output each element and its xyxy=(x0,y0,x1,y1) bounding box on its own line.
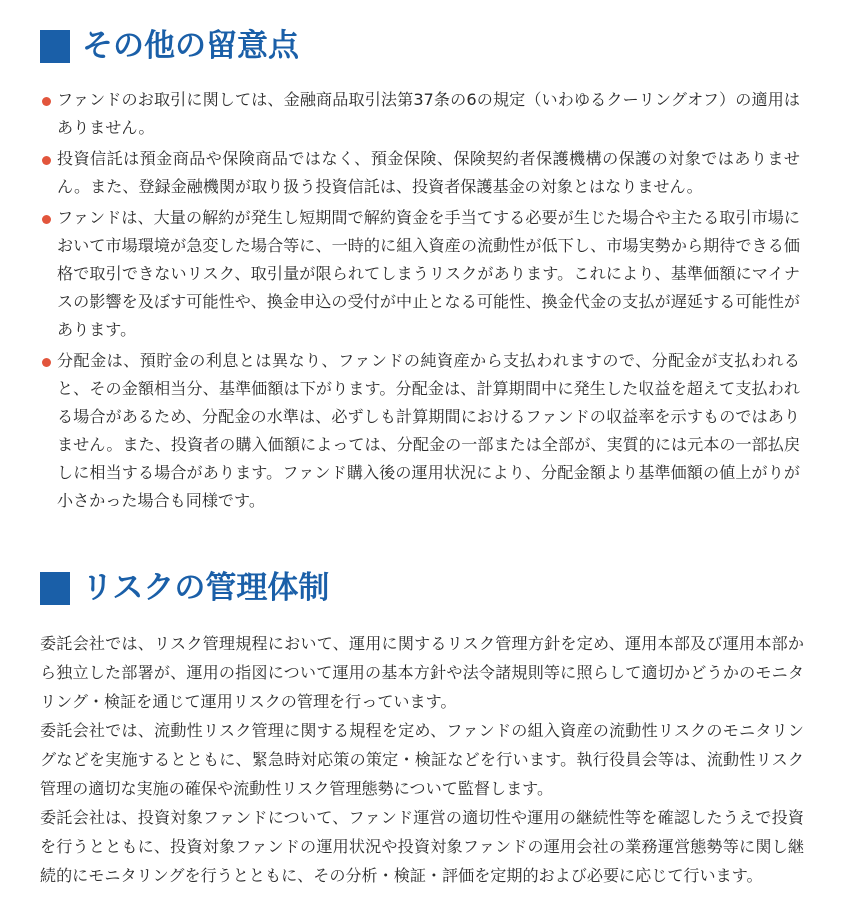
list-item xyxy=(40,145,800,201)
bullet-dot-icon xyxy=(42,97,51,106)
list-item-text: 投資信託は預金商品や保険商品ではなく、預金保険、保険契約者保護機構の保護の対象ではありません。また、登録金融機関が取り扱う投資信託は、投資者保護基金の対象とはなりません。 xyxy=(57,149,800,196)
bullet-dot-icon xyxy=(42,156,51,165)
heading-square-icon xyxy=(40,572,70,605)
list-item-text: 分配金は、預貯金の利息とは異なり、ファンドの純資産から支払われますので、分配金が支払われると、その金額相当分、基準価額は下がります。分配金は、計算期間中に発生した収益を超えて支払われる場合があるため、分配金の水準は、必ずしも計算期間におけるファンドの収益率を示すものではありません。また、投資者の購入価額によっては、分配金の一部または全部が、実質的には元本の一部払戻しに相当する場合があります。ファンド購入後の運用状況により、分配金額より基準価額の値上がりが小さかった場合も同様です。 xyxy=(57,351,800,510)
list-item xyxy=(40,347,800,515)
risk-paragraph: 委託会社は、投資対象ファンドについて、ファンド運営の適切性や運用の継続性等を確認したうえで投資を行うとともに、投資対象ファンドの運用状況や投資対象ファンドの運用会社の業務運営態勢等に関し継続的にモニタリングを行うとともに、その分析・検証・評価を定期的および必要に応じて行います。 xyxy=(40,808,804,885)
list-item xyxy=(40,86,800,142)
other-notes-list xyxy=(40,86,800,518)
list-item-text: ファンドは、大量の解約が発生し短期間で解約資金を手当てする必要が生じた場合や主たる取引市場において市場環境が急変した場合等に、一時的に組入資産の流動性が低下し、市場実勢から期待できる価格で取引できないリスク、取引量が限られてしまうリスクがあります。これにより、基準価額にマイナスの影響を及ぼす可能性や、換金申込の受付が中止となる可能性、換金代金の支払が遅延する可能性があります。 xyxy=(57,208,800,339)
bullet-dot-icon xyxy=(42,358,51,367)
risk-paragraph: 委託会社では、リスク管理規程において、運用に関するリスク管理方針を定め、運用本部及び運用本部から独立した部署が、運用の指図について運用の基本方針や法令諸規則等に照らして適切かどうかのモニタリング・検証を通じて運用リスクの管理を行っています。 xyxy=(40,634,804,711)
risk-paragraph: 委託会社では、流動性リスク管理に関する規程を定め、ファンドの組入資産の流動性リスクのモニタリングなどを実施するとともに、緊急時対応策の策定・検証などを行います。執行役員会等は、流動性リスク管理の適切な実施の確保や流動性リスク管理態勢について監督します。 xyxy=(40,721,804,798)
list-item xyxy=(40,204,800,344)
list-item-text: ファンドのお取引に関しては、金融商品取引法第37条の6の規定（いわゆるクーリングオフ）の適用はありません。 xyxy=(57,90,800,137)
section-heading-risk-management xyxy=(40,568,329,608)
section-heading-other-notes xyxy=(40,26,299,66)
risk-management-body xyxy=(40,629,804,890)
heading-square-icon xyxy=(40,30,70,63)
section-title-risk-management: リスクの管理体制 xyxy=(82,570,330,606)
section-title-other-notes: その他の留意点 xyxy=(82,28,299,64)
bullet-dot-icon xyxy=(42,215,51,224)
